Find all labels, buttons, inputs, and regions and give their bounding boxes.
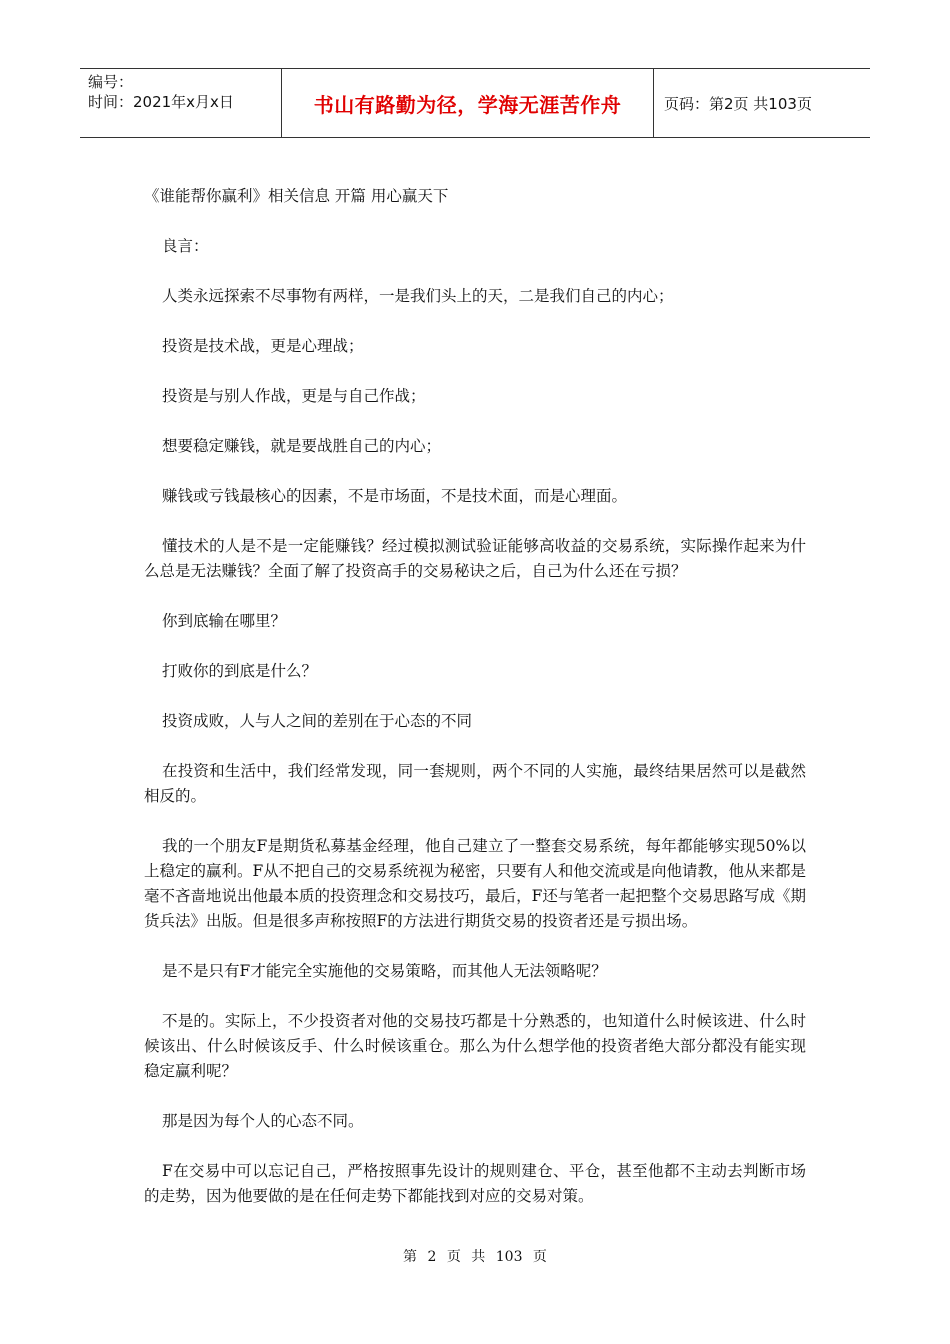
page-footer: 第 2 页 共 103 页 [403, 1249, 547, 1265]
paragraph: 懂技术的人是不是一定能赚钱？经过模拟测试验证能够高收益的交易系统，实际操作起来为什么总是无法赚钱？全面了解了投资高手的交易秘诀之后，自己为什么还在亏损？ [144, 537, 806, 580]
paragraph: 在投资和生活中，我们经常发现，同一套规则，两个不同的人实施，最终结果居然可以是截然相反的。 [144, 762, 806, 805]
paragraph: 人类永远探索不尽事物有两样，一是我们头上的天，二是我们自己的内心； [162, 287, 674, 305]
header-slogan: 书山有路勤为径，学海无涯苦作舟 [282, 69, 654, 137]
paragraph: 我的一个朋友F是期货私募基金经理，他自己建立了一整套交易系统，每年都能够实现50%以上稳定的赢利。F从不把自己的交易系统视为秘密，只要有人和他交流或是向他请教，他从来都是毫不吝啬地说出他最本质的投资理念和交易技巧，最后，F还与笔者一起把整个交易思路写成《期货兵法》出版。但是很多声称按照F的方法进行期货交易的投资者还是亏损出场。 [144, 837, 806, 930]
paragraph: F在交易中可以忘记自己，严格按照事先设计的规则建仓、平仓，甚至他都不主动去判断市场的走势，因为他要做的是在任何走势下都能找到对应的交易对策。 [144, 1162, 806, 1205]
paragraph: 投资是与别人作战，更是与自己作战； [162, 387, 426, 405]
paragraph: 良言： [162, 237, 209, 255]
paragraph: 投资成败，人与人之间的差别在于心态的不同 [162, 712, 473, 730]
header-page-info: 页码：第2页 共103页 [664, 94, 812, 113]
paragraph: 你到底输在哪里？ [162, 612, 287, 630]
page-header [80, 68, 870, 138]
paragraph: 打败你的到底是什么？ [162, 662, 318, 680]
paragraph: 想要稳定赚钱，就是要战胜自己的内心； [162, 437, 442, 455]
header-meta [80, 69, 282, 137]
paragraph: 那是因为每个人的心态不同。 [162, 1112, 364, 1130]
paragraph: 不是的。实际上，不少投资者对他的交易技巧都是十分熟悉的，也知道什么时候该进、什么时候该出、什么时候该反手、什么时候该重仓。那么为什么想学他的投资者绝大部分都没有能实现稳定赢利呢？ [144, 1012, 806, 1080]
paragraph: 投资是技术战，更是心理战； [162, 337, 364, 355]
paragraph: 是不是只有F才能完全实施他的交易策略，而其他人无法领略呢？ [162, 962, 607, 980]
number-label: 编号： [88, 73, 134, 91]
document-title: 《谁能帮你赢利》相关信息 开篇 用心赢天下 [144, 187, 449, 205]
time-label: 时间：2021年x月x日 [88, 93, 234, 111]
document-body [144, 184, 806, 1234]
paragraph: 赚钱或亏钱最核心的因素，不是市场面，不是技术面，而是心理面。 [162, 487, 628, 505]
